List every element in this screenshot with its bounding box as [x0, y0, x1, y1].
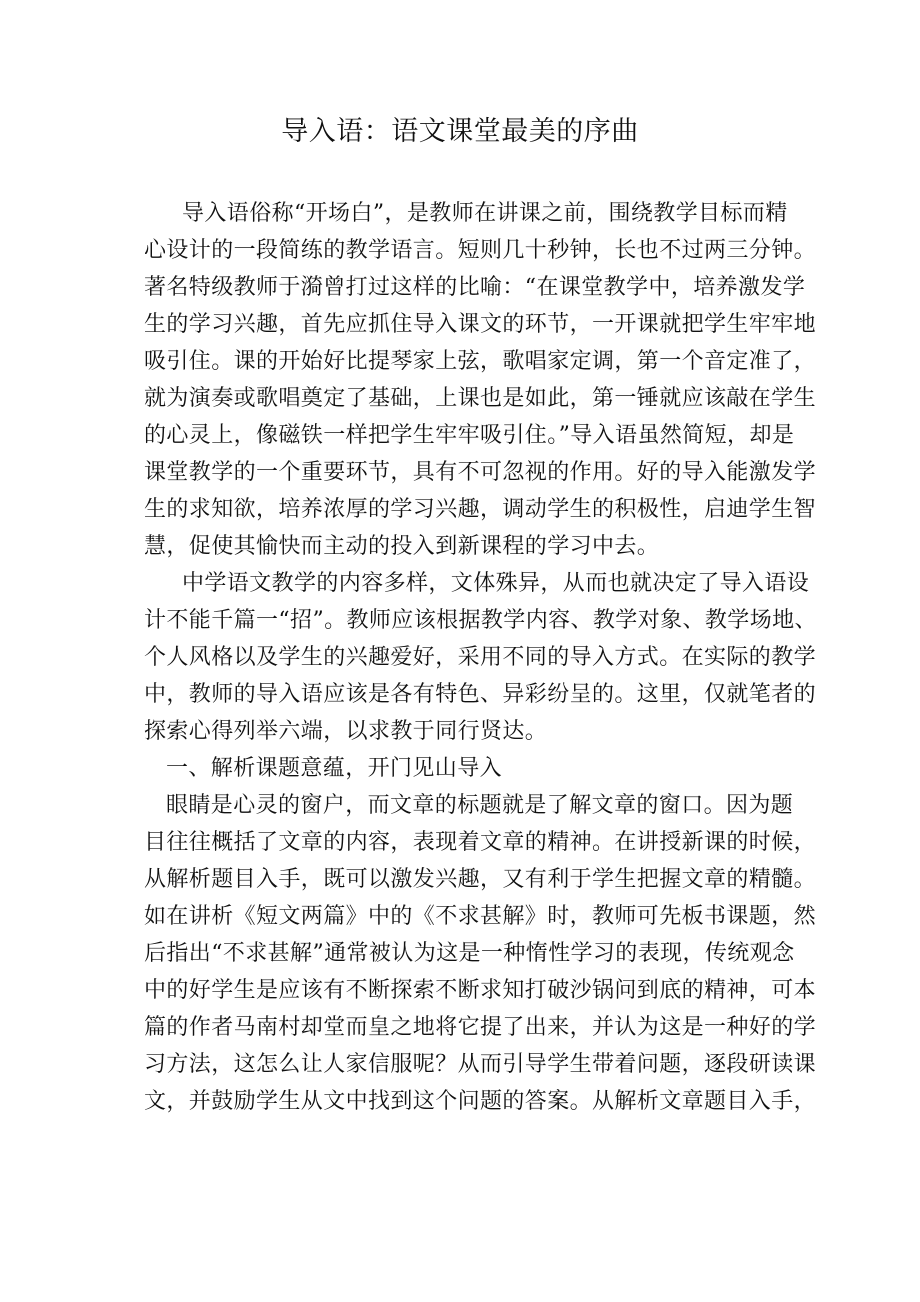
text-line: 篇的作者马南村却堂而皇之地将它提了出来，并认为这是一种好的学	[144, 1015, 817, 1040]
text-line: 计不能千篇一“招”。教师应该根据教学内容、教学对象、教学场地、	[144, 608, 817, 633]
text-line: 中的好学生是应该有不断探索不断求知打破沙锅问到底的精神，可本	[144, 978, 817, 1003]
text-line: 的心灵上，像磁铁一样把学生牢牢吸引住。”导入语虽然简短，却是	[144, 423, 795, 448]
text-line: 课堂教学的一个重要环节，具有不可忽视的作用。好的导入能激发学	[144, 460, 817, 485]
text-line: 心设计的一段简练的教学语言。短则几十秒钟，长也不过两三分钟。	[144, 238, 817, 263]
text-line: 文，并鼓励学生从文中找到这个问题的答案。从解析文章题目入手，	[144, 1089, 817, 1114]
text-line: 后指出“不求甚解”通常被认为这是一种惰性学习的表现，传统观念	[144, 941, 795, 966]
text-line: 习方法，这怎么让人家信服呢？从而引导学生带着问题，逐段研读课	[144, 1052, 817, 1077]
text-line: 生的求知欲，培养浓厚的学习兴趣，调动学生的积极性，启迪学生智	[144, 497, 817, 522]
text-line: 慧，促使其愉快而主动的投入到新课程的学习中去。	[144, 534, 660, 559]
text-line: 导入语俗称“开场白”，是教师在讲课之前，围绕教学目标而精	[182, 201, 788, 226]
text-line: 眼睛是心灵的窗户，而文章的标题就是了解文章的窗口。因为题	[166, 793, 794, 818]
text-line: 著名特级教师于漪曾打过这样的比喻：“在课堂教学中，培养激发学	[144, 275, 806, 300]
text-line: 从解析题目入手，既可以激发兴趣，又有利于学生把握文章的精髓。	[144, 867, 817, 892]
text-line: 如在讲析《短文两篇》中的《不求甚解》时，教师可先板书课题，然	[144, 904, 817, 929]
text-line: 目往往概括了文章的内容，表现着文章的精神。在讲授新课的时候，	[144, 830, 817, 855]
text-line: 探索心得列举六端，以求教于同行贤达。	[144, 719, 548, 744]
text-line: 个人风格以及学生的兴趣爱好，采用不同的导入方式。在实际的教学	[144, 645, 817, 670]
text-line: 中，教师的导入语应该是各有特色、异彩纷呈的。这里，仅就笔者的	[144, 682, 817, 707]
text-line: 中学语文教学的内容多样，文体殊异，从而也就决定了导入语设	[182, 571, 810, 596]
text-line: 吸引住。课的开始好比提琴家上弦，歌唱家定调，第一个音定准了，	[144, 349, 817, 374]
text-line: 就为演奏或歌唱奠定了基础，上课也是如此，第一锤就应该敲在学生	[144, 386, 817, 411]
section-heading: 一、解析课题意蕴，开门见山导入	[166, 756, 503, 781]
document-title: 导入语：语文课堂最美的序曲	[281, 116, 639, 147]
text-line: 生的学习兴趣，首先应抓住导入课文的环节，一开课就把学生牢牢地	[144, 312, 817, 337]
